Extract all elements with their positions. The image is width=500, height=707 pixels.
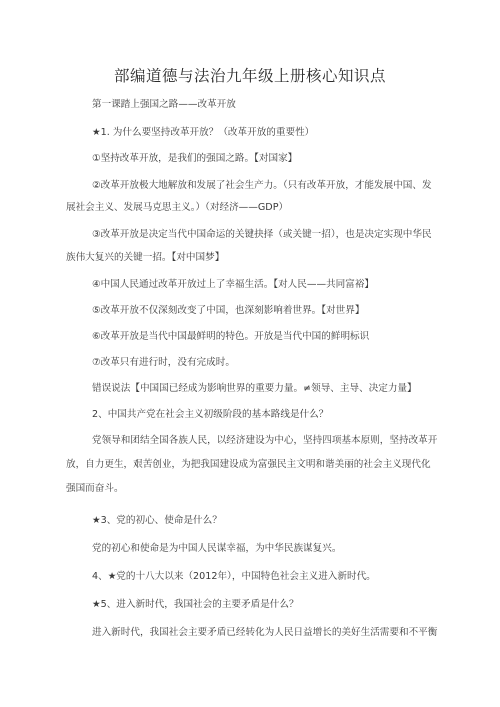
- question-3: ★3、党的初心、使命是什么？: [92, 515, 222, 526]
- point-3-line-1: ③改革开放是决定当代中国命运的关键抉择（或关键一招），也是决定实现中华民: [92, 229, 432, 240]
- point-6: ⑥改革开放是当代中国最鲜明的特色。开放是当代中国的鲜明标识: [92, 331, 370, 342]
- answer-2-line-3: 强国而奋斗。: [66, 483, 124, 494]
- point-2-line-2: 展社会主义、发展马克思主义。）（对经济——GDP）: [66, 202, 289, 213]
- wrong-statement: 错误说法【中国国已经成为影响世界的重要力量。≠领导、主导、决定力量】: [92, 383, 417, 394]
- point-1: ①坚持改革开放，是我们的强国之路。【对国家】: [92, 153, 298, 164]
- point-5: ⑤改革开放不仅深刻改变了中国，也深刻影响着世界。【对世界】: [92, 305, 365, 316]
- point-3-line-2: 族伟大复兴的关键一招。【对中国梦】: [66, 252, 225, 263]
- section-heading: 第一课踏上强国之路——改革开放: [92, 99, 236, 110]
- answer-5-line-1: 进入新时代，我国社会主要矛盾已经转化为人民日益增长的美好生活需要和不平衡: [92, 627, 438, 638]
- answer-2-line-1: 党领导和团结全国各族人民，以经济建设为中心，坚持四项基本原则，坚持改革开: [92, 435, 438, 446]
- point-7: ⑦改革只有进行时，没有完成时。: [92, 357, 235, 368]
- point-2-line-1: ②改革开放极大地解放和发展了社会生产力。（只有改革开放，才能发展中国、发: [92, 180, 432, 191]
- point-4: ④中国人民通过改革开放过上了幸福生活。【对人民——共同富裕】: [92, 279, 375, 290]
- answer-3: 党的初心和使命是为中国人民谋幸福，为中华民族谋复兴。: [92, 543, 342, 554]
- question-5: ★5、进入新时代，我国社会的主要矛盾是什么？: [92, 599, 299, 610]
- answer-2-line-2: 放，自力更生，艰苦创业，为把我国建设成为富强民主文明和谐美丽的社会主义现代化: [66, 459, 431, 470]
- question-2: 2、中国共产党在社会主义初级阶段的基本路线是什么？: [92, 409, 329, 420]
- question-1: ★1. 为什么要坚持改革开放？（改革开放的重要性）: [92, 127, 315, 138]
- page-title: 部编道德与法治九年级上册核心知识点: [113, 67, 386, 85]
- point-new-era: 4、★党的十八大以来（2012年），中国特色社会主义进入新时代。: [92, 571, 376, 582]
